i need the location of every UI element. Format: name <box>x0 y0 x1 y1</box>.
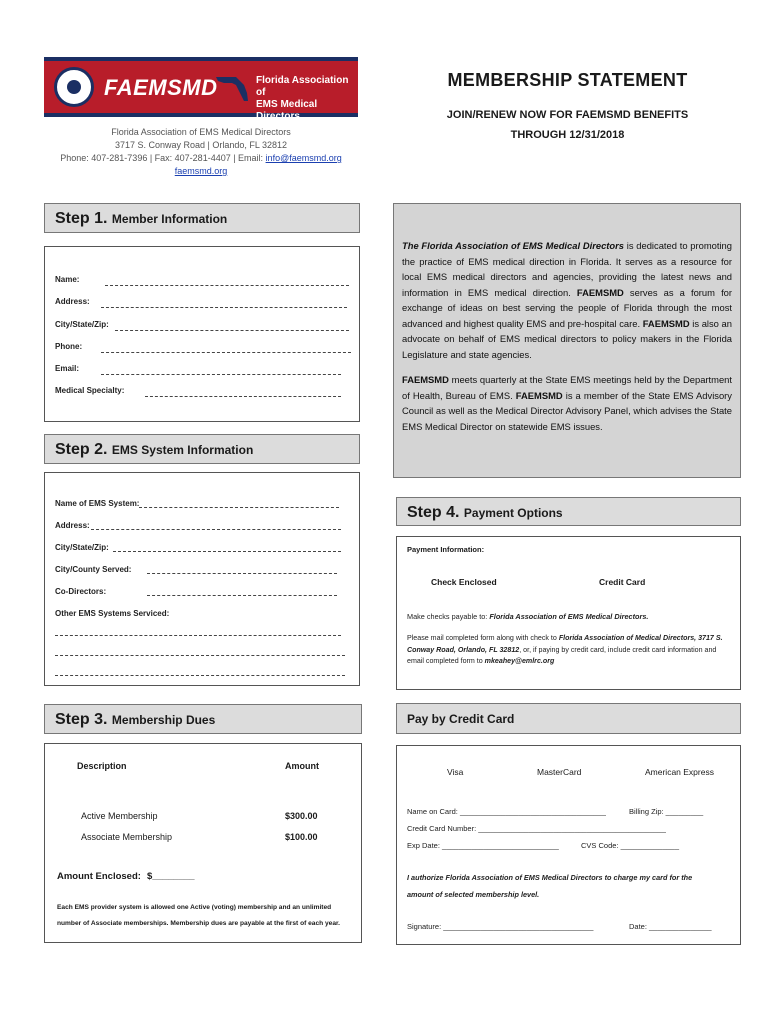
cvs-code-input[interactable]: CVS Code: ______________ <box>581 841 679 850</box>
desc-p2a: meets quarterly at the State EMS meetings held by the Department of Health, Bureau of EMS. <box>402 374 732 401</box>
name-on-card-input[interactable]: Name on Card: ___________________________________ <box>407 807 606 816</box>
dues-table <box>44 743 362 943</box>
step1-number: Step 1. <box>55 210 108 227</box>
amex-option[interactable]: American Express <box>645 767 714 777</box>
desc-p1a: is dedicated to promoting the practice of EMS medical direction in Florida. It serves as a resource for local EMS medical directors and agencies, providing the latest news and information in EMS medical direction. <box>402 240 732 298</box>
field-label-city: City/State/Zip: <box>55 320 109 329</box>
desc-bold-4: FAEMSMD <box>515 389 563 401</box>
desc-p1c: is also an advocate on behalf of EMS medical directors to policy makers in the Florida Legislature and state agencies. <box>402 317 732 360</box>
page-subtitle: JOIN/RENEW NOW FOR FAEMSMD BENEFITS THROUGH 12/31/2018 <box>446 109 689 141</box>
ems-address-input[interactable] <box>91 529 341 530</box>
dues-note-1: Each EMS provider system is allowed one Active (voting) membership and an unlimited <box>57 904 332 911</box>
page-title: MEMBERSHIP STATEMENT <box>447 70 688 90</box>
authorize-text-1: I authorize Florida Association of EMS Medical Directors to charge my card for the <box>407 873 693 882</box>
phone-input[interactable] <box>101 352 351 353</box>
step2-header <box>44 434 360 464</box>
field-label-ems-address: Address: <box>55 521 90 530</box>
website-link[interactable]: faemsmd.org <box>174 166 228 176</box>
desc-bold-3: FAEMSMD <box>402 374 449 385</box>
credit-card-option[interactable]: Credit Card <box>599 577 646 587</box>
florida-map-icon <box>214 71 254 105</box>
payment-info-label: Payment Information: <box>407 545 485 554</box>
field-label-codirectors: Co-Directors: <box>55 587 107 596</box>
desc-p2b: is a member of the State EMS Advisory Council as well as the Medical Director Advisory Panel, which advises the State EMS Medical Director on statewide EMS issues. <box>402 389 732 432</box>
field-label-ems-name: Name of EMS System: <box>55 499 140 508</box>
specialty-input[interactable] <box>145 396 341 397</box>
desc-bold-1: FAEMSMD <box>576 286 624 298</box>
field-label-ems-city: City/State/Zip: <box>55 543 109 552</box>
credit-card-header <box>396 703 741 734</box>
field-label-email: Email: <box>55 364 80 373</box>
field-label-other-systems: Other EMS Systems Serviced: <box>55 609 170 618</box>
credit-card-header-label: Pay by Credit Card <box>407 712 515 726</box>
mastercard-option[interactable]: MasterCard <box>537 767 582 777</box>
associate-membership-amount: $100.00 <box>285 832 318 842</box>
payment-options-box <box>396 536 741 690</box>
desc-p1b: serves as a forum for exchange of ideas on best serving the people of Florida through the most advanced and highest quality EMS and pre-hospital care. <box>402 286 733 329</box>
col-description: Description <box>77 761 127 771</box>
field-label-specialty: Medical Specialty: <box>55 386 125 395</box>
date-input[interactable]: Date: _______________ <box>629 922 712 931</box>
phone-fax: Phone: 407-281-7396 | Fax: 407-281-4407 | Email: <box>60 153 266 163</box>
ems-name-input[interactable] <box>139 507 339 508</box>
mail-note: Please mail completed form along with check to Florida Association of Medical Directors, 3717 S. Conway Road, Orlando, FL 32812, or, if paying by credit card, include credit card information and email completed form to mkeahey@emlrc.org <box>407 634 723 665</box>
logo-brand: FAEMSMD <box>104 75 218 100</box>
amount-enclosed-input[interactable]: $________ <box>147 871 195 882</box>
step1-label: Member Information <box>111 212 228 226</box>
email-input[interactable] <box>101 374 341 375</box>
address-input[interactable] <box>101 307 347 308</box>
county-input[interactable] <box>147 573 337 574</box>
ems-system-form <box>44 472 360 686</box>
signature-input[interactable]: Signature: ____________________________________ <box>407 922 594 931</box>
star-of-life-icon <box>54 67 94 107</box>
amount-enclosed-label: Amount Enclosed: <box>57 871 141 882</box>
faemsmd-logo <box>44 57 358 122</box>
step1-header <box>44 203 360 233</box>
step2-label: EMS System Information <box>111 443 254 457</box>
step4-header <box>396 497 741 526</box>
description-text <box>402 238 732 434</box>
field-label-name: Name: <box>55 275 80 284</box>
other-systems-line-1[interactable] <box>55 635 341 636</box>
step4-label: Payment Options <box>463 506 563 520</box>
city-state-zip-input[interactable] <box>115 330 349 331</box>
payable-note: Make checks payable to: Florida Association of EMS Medical Directors. <box>407 612 649 621</box>
step2-number: Step 2. <box>55 441 108 458</box>
field-label-address: Address: <box>55 297 90 306</box>
check-enclosed-option[interactable]: Check Enclosed <box>431 577 497 587</box>
dues-note-2: number of Associate memberships. Membership dues are payable at the first of each year. <box>57 920 341 927</box>
step3-header <box>44 704 362 734</box>
other-systems-line-3[interactable] <box>55 675 345 676</box>
member-info-form <box>44 246 360 422</box>
step3-number: Step 3. <box>55 711 108 728</box>
card-number-input[interactable]: Credit Card Number: _____________________________________________ <box>407 824 666 833</box>
step3-label: Membership Dues <box>111 713 216 727</box>
step4-number: Step 4. <box>407 504 460 521</box>
exp-date-input[interactable]: Exp Date: ____________________________ <box>407 841 559 850</box>
org-address: 3717 S. Conway Road | Orlando, FL 32812 <box>114 140 288 150</box>
email-link[interactable]: info@faemsmd.org <box>265 153 342 163</box>
ems-city-input[interactable] <box>113 551 341 552</box>
visa-option[interactable]: Visa <box>447 767 464 777</box>
active-membership-amount: $300.00 <box>285 811 318 821</box>
active-membership-label: Active Membership <box>81 811 158 821</box>
desc-bold-2: FAEMSMD <box>642 317 690 329</box>
credit-card-form <box>396 745 741 945</box>
association-description <box>393 203 741 478</box>
field-label-phone: Phone: <box>55 342 83 351</box>
codirectors-input[interactable] <box>147 595 337 596</box>
org-name-italic: The Florida Association of EMS Medical Directors <box>402 240 624 251</box>
logo-subtitle: Florida Association of EMS Medical Directors <box>256 75 349 122</box>
billing-zip-input[interactable]: Billing Zip: _________ <box>629 807 704 816</box>
name-input[interactable] <box>105 285 349 286</box>
other-systems-line-2[interactable] <box>55 655 345 656</box>
col-amount: Amount <box>285 761 319 771</box>
field-label-county: City/County Served: <box>55 565 132 574</box>
authorize-text-2: amount of selected membership level. <box>407 890 540 899</box>
org-name: Florida Association of EMS Medical Directors <box>111 127 291 137</box>
contact-block <box>44 126 358 178</box>
associate-membership-label: Associate Membership <box>81 832 173 842</box>
